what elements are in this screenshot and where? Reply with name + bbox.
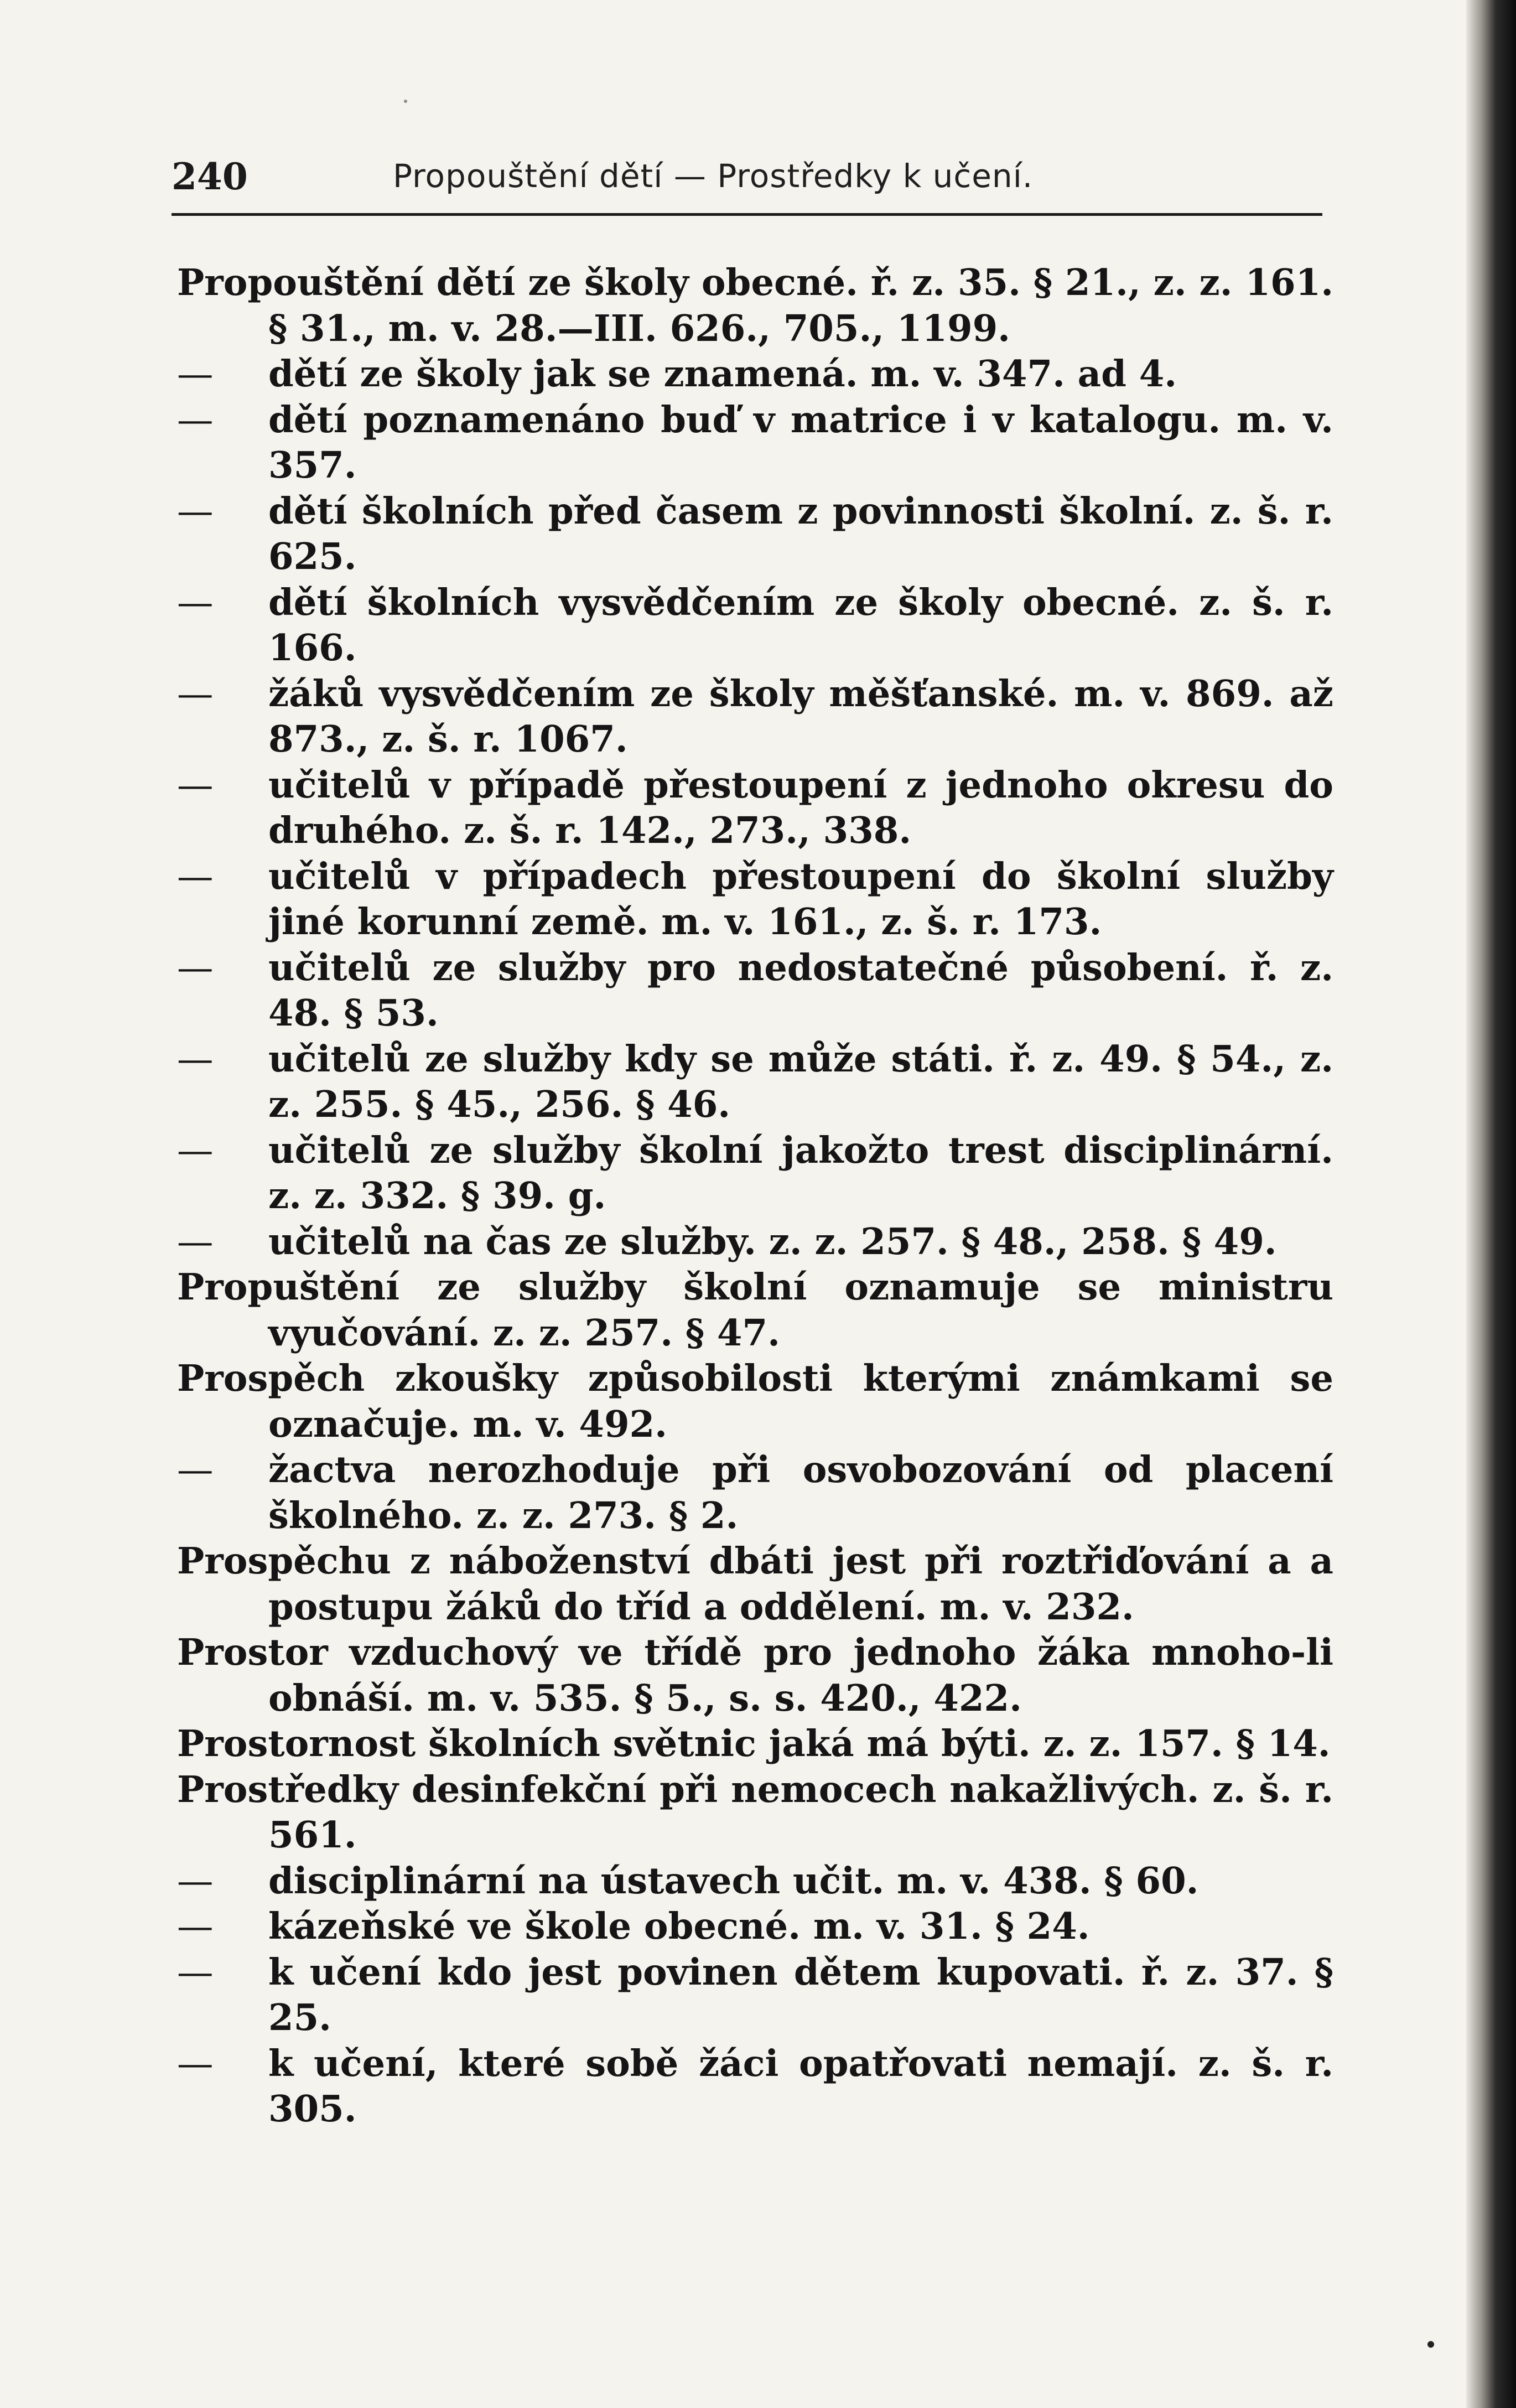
index-sub-entry: — učitelů ze služby kdy se může státi. ř. z. 49. § 54., z. z. 255. § 45., 256. § 46. [177,1037,1333,1126]
index-entry: Propuštění ze služby školní oznamuje se ministru vyučování. z. z. 257. § 47. [177,1266,1333,1354]
index-entry: Prostor vzduchový ve třídě pro jednoho žáka mnoho-li obnáší. m. v. 535. § 5., s. s. 420., 422. [177,1631,1333,1720]
book-spine-edge [1466,0,1516,2408]
index-sub-entry: — učitelů v případě přestoupení z jednoho okresu do druhého. z. š. r. 142., 273., 338. [177,763,1333,852]
index-entry: Propouštění dětí ze školy obecné. ř. z. 35. § 21., z. z. 161. § 31., m. v. 28.—III. 626., 705., 1199. [177,261,1333,350]
index-sub-entry: — učitelů v případech přestoupení do školní služby jiné korunní země. m. v. 161., z. š. r. 173. [177,855,1333,943]
index-sub-entry: — dětí školních vysvědčením ze školy obecné. z. š. r. 166. [177,581,1333,669]
index-sub-entry: — učitelů na čas ze služby. z. z. 257. § 48., 258. § 49. [177,1220,1277,1263]
index-entry: Prospěch zkoušky způsobilosti kterými známkami se označuje. m. v. 492. [177,1357,1333,1446]
index-sub-entry: — k učení, které sobě žáci opatřovati nemají. z. š. r. 305. [177,2042,1333,2130]
page-header [172,155,1322,210]
index-sub-entry: — žactva nerozhoduje při osvobozování od placení školného. z. z. 273. § 2. [177,1448,1333,1537]
paper-speck [1427,2341,1434,2348]
page-number: 240 [172,155,248,198]
index-sub-entry: — kázeňské ve škole obecné. m. v. 31. § 24. [177,1905,1090,1948]
header-rule [172,213,1322,216]
index-entry: Prostornost školních světnic jaká má býti. z. z. 157. § 14. [177,1722,1331,1765]
index-entry: Prospěchu z náboženství dbáti jest při roztřiďování a a postupu žáků do tříd a oddělení. m. v. 232. [177,1540,1333,1628]
index-entries [177,260,1333,2132]
index-sub-entry: — žáků vysvědčením ze školy měšťanské. m. v. 869. až 873., z. š. r. 1067. [177,672,1333,760]
index-sub-entry: — dětí poznamenáno buď v matrice i v katalogu. m. v. 357. [177,398,1333,486]
index-sub-entry: — disciplinární na ústavech učit. m. v. 438. § 60. [177,1859,1199,1902]
running-head: Propouštění dětí — Prostředky k učení. [393,157,1034,195]
paper-speck [404,100,407,103]
index-sub-entry: — učitelů ze služby školní jakožto trest disciplinární. z. z. 332. § 39. g. [177,1128,1333,1217]
index-sub-entry: — dětí ze školy jak se znamená. m. v. 347. ad 4. [177,353,1177,395]
index-entry: Prostředky desinfekční při nemocech nakažlivých. z. š. r. 561. [177,1768,1333,1856]
index-sub-entry: — učitelů ze služby pro nedostatečné působení. ř. z. 48. § 53. [177,946,1333,1034]
index-sub-entry: — dětí školních před časem z povinnosti školní. z. š. r. 625. [177,489,1333,578]
index-sub-entry: — k učení kdo jest povinen dětem kupovati. ř. z. 37. § 25. [177,1950,1333,2039]
